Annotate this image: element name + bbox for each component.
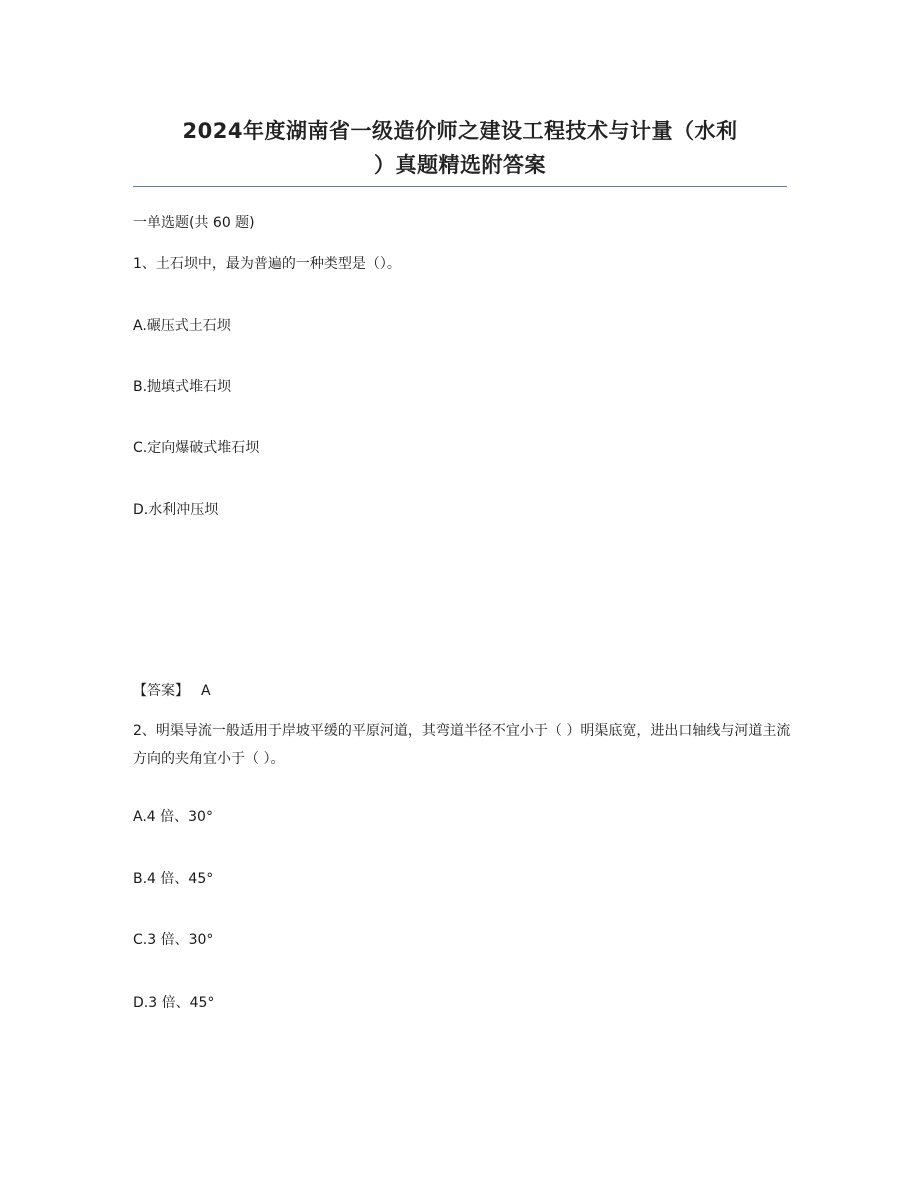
title-divider: [133, 186, 787, 187]
question-2-option-c: C.3 倍、30°: [133, 932, 214, 948]
question-2-stem: 2、明渠导流一般适用于岸坡平缓的平原河道，其弯道半径不宜小于（ ）明渠底宽，进出口轴线与河道主流方向的夹角宜小于（ ）。: [133, 723, 791, 767]
answer-value: A: [201, 683, 211, 699]
question-2-option-a: A.4 倍、30°: [133, 809, 213, 825]
question-2-option-b: B.4 倍、45°: [133, 871, 214, 887]
title-line-1: 2024年度湖南省一级造价师之建设工程技术与计量（水利: [182, 119, 738, 143]
question-1-option-d: D.水利冲压坝: [133, 502, 219, 518]
question-1-option-c: C.定向爆破式堆石坝: [133, 440, 260, 456]
answer-label: 【答案】: [133, 683, 189, 699]
title-line-2: ）真题精选附答案: [374, 153, 546, 177]
document-title: [133, 114, 787, 182]
section-heading: 一单选题(共 60 题): [133, 215, 255, 231]
question-1-stem: 1、土石坝中，最为普遍的一种类型是（）。: [133, 256, 401, 272]
question-1-answer: [133, 681, 211, 701]
question-2-option-d: D.3 倍、45°: [133, 995, 215, 1011]
question-1-option-b: B.抛填式堆石坝: [133, 379, 232, 395]
question-1-option-a: A.碾压式土石坝: [133, 318, 231, 334]
